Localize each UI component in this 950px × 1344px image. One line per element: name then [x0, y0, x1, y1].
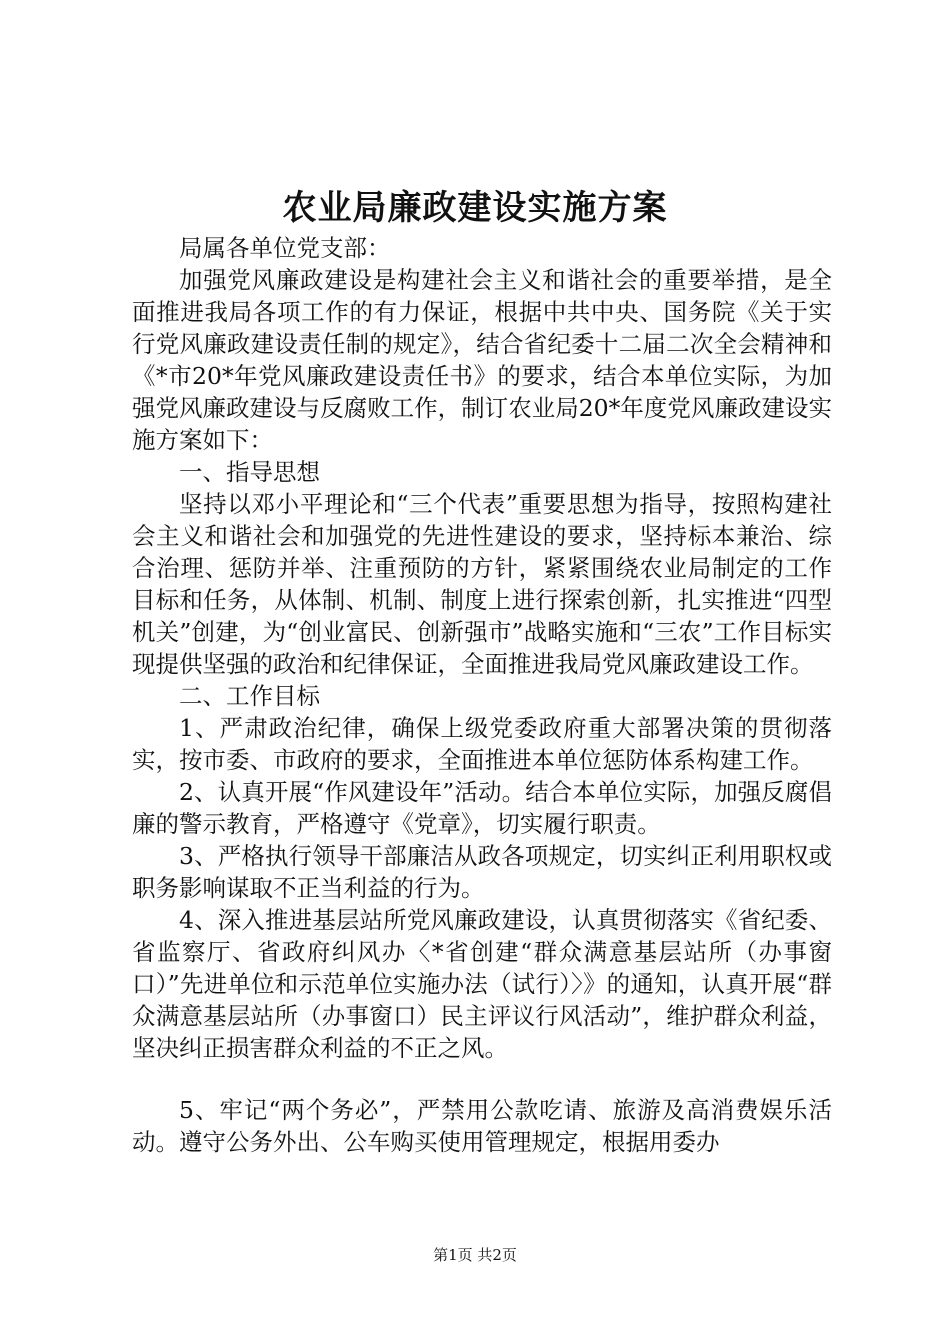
document-body	[132, 232, 832, 1158]
section-heading-work-goals: 二、工作目标	[179, 682, 320, 710]
goal-item-3: 3、严格执行领导干部廉洁从政各项规定，切实纠正利用职权或职务影响谋取不正当利益的行为。	[132, 842, 832, 902]
goal-item-1: 1、严肃政治纪律，确保上级党委政府重大部署决策的贯彻落实，按市委、市政府的要求，全面推进本单位惩防体系构建工作。	[132, 714, 832, 774]
guiding-ideology-paragraph: 坚持以邓小平理论和“三个代表”重要思想为指导，按照构建社会主义和谐社会和加强党的先进性建设的要求，坚持标本兼治、综合治理、惩防并举、注重预防的方针，紧紧围绕农业局制定的工作目标和任务，从体制、机制、制度上进行探索创新，扎实推进“四型机关”创建，为“创业富民、创新强市”战略实施和“三农”工作目标实现提供坚强的政治和纪律保证，全面推进我局党风廉政建设工作。	[132, 490, 832, 678]
goal-item-4: 4、深入推进基层站所党风廉政建设，认真贯彻落实《省纪委、省监察厅、省政府纠风办〈*省创建“群众满意基层站所（办事窗口）”先进单位和示范单位实施办法（试行）〉》的通知，认真开展“群众满意基层站所（办事窗口）民主评议行风活动”，维护群众利益，坚决纠正损害群众利益的不正之风。	[132, 906, 832, 1062]
goal-item-5: 5、牢记“两个务必”，严禁用公款吃请、旅游及高消费娱乐活动。遵守公务外出、公车购买使用管理规定，根据用委办	[132, 1096, 832, 1156]
paragraph-spacer	[132, 1064, 832, 1094]
intro-paragraph: 加强党风廉政建设是构建社会主义和谐社会的重要举措，是全面推进我局各项工作的有力保证，根据中共中央、国务院《关于实行党风廉政建设责任制的规定》，结合省纪委十二届二次全会精神和《*市20*年党风廉政建设责任书》的要求，结合本单位实际，为加强党风廉政建设与反腐败工作，制订农业局20*年度党风廉政建设实施方案如下：	[132, 266, 832, 454]
goal-item-2: 2、认真开展“作风建设年”活动。结合本单位实际，加强反腐倡廉的警示教育，严格遵守《党章》，切实履行职责。	[132, 778, 832, 838]
salutation: 局属各单位党支部：	[179, 234, 391, 262]
document-title: 农业局廉政建设实施方案	[282, 188, 668, 228]
section-heading-guiding-ideology: 一、指导思想	[179, 458, 320, 486]
page-footer: 第1页 共2页	[433, 1246, 517, 1264]
